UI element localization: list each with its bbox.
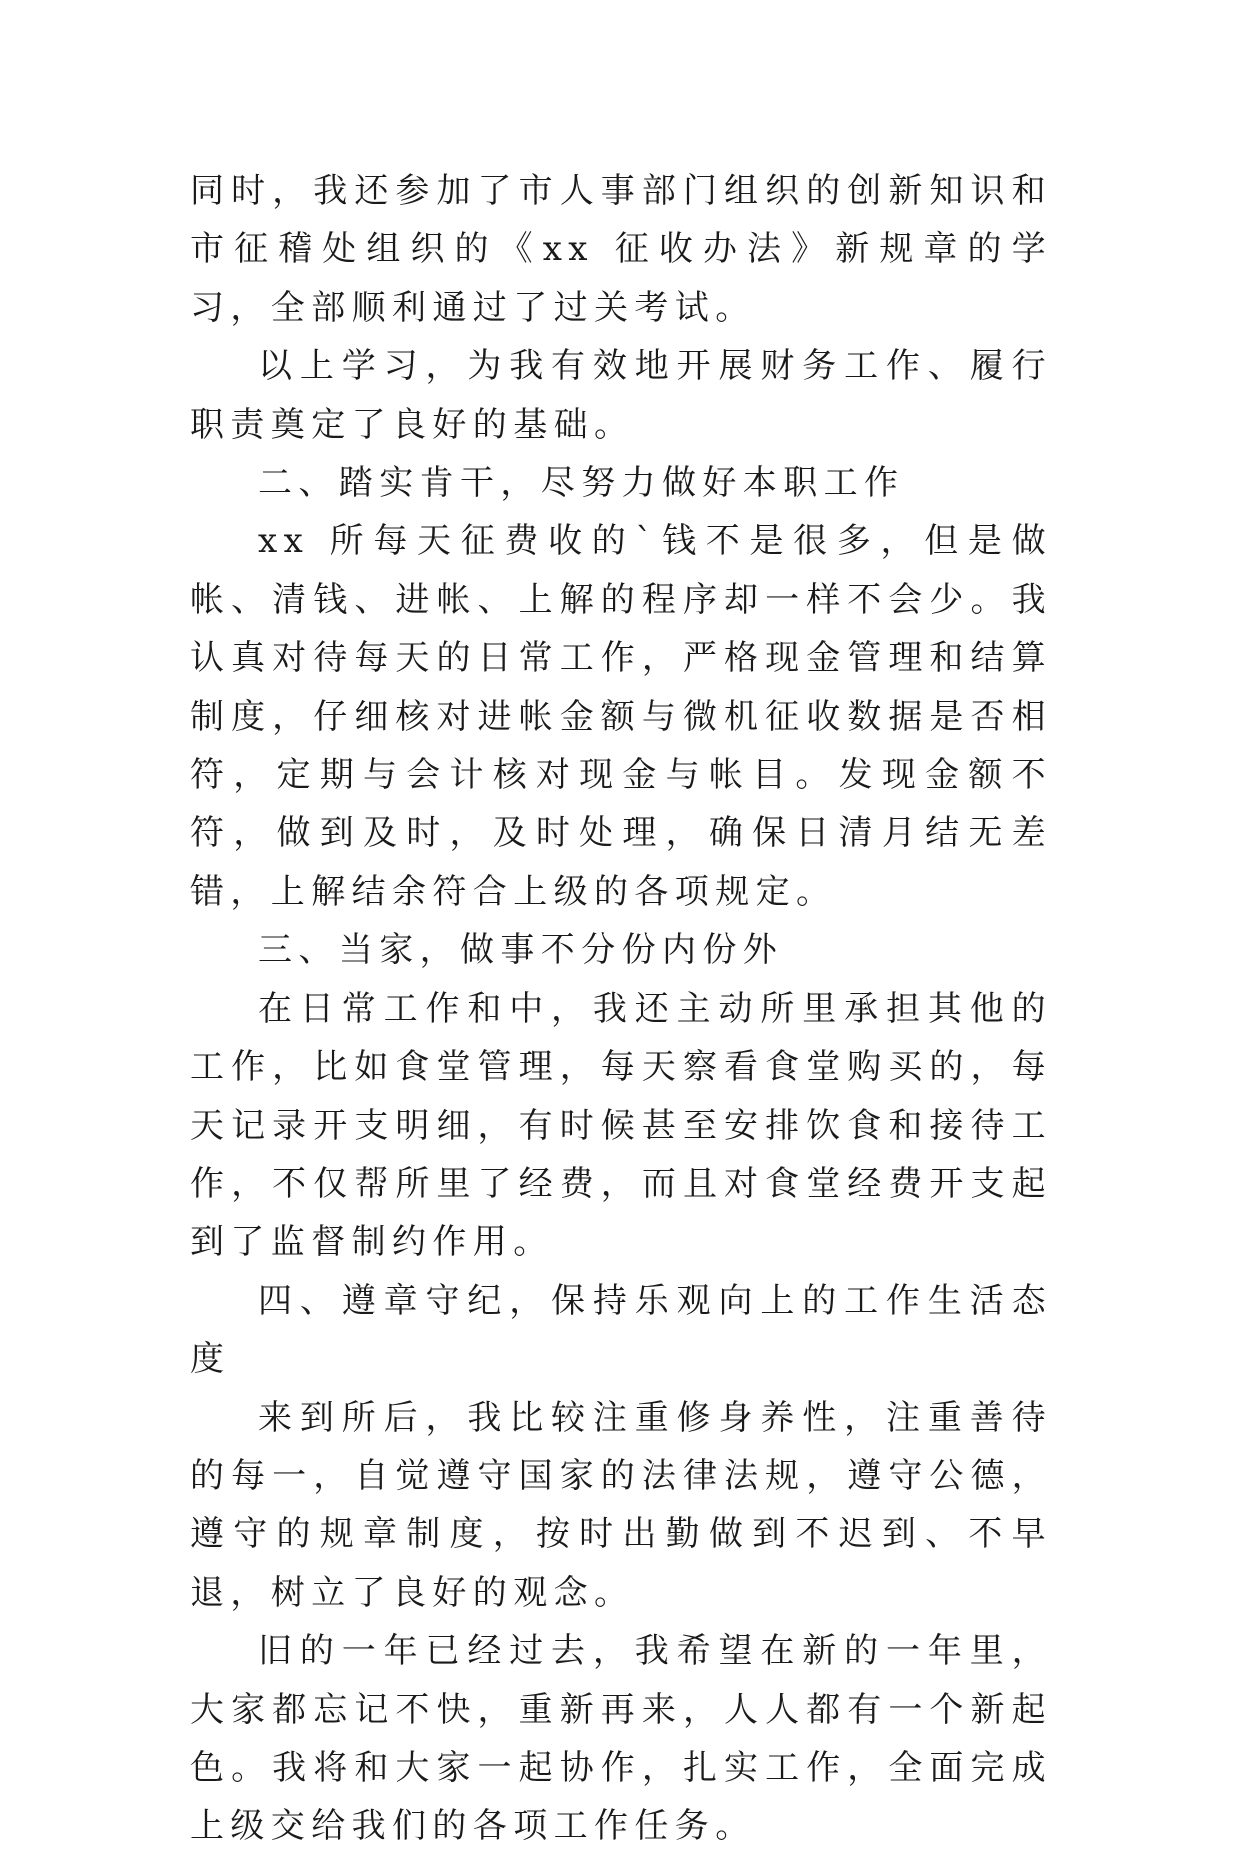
section-heading-2: 二、踏实肯干，尽努力做好本职工作 (258, 463, 905, 504)
paragraph-study-summary: 以上学习，为我有效地开展财务工作、履行职责奠定了良好的基础。 (190, 346, 1052, 445)
paragraph-closing: 旧的一年已经过去，我希望在新的一年里，大家都忘记不快，重新再来，人人都有一个新起色。我将和大家一起协作，扎实工作，全面完成上级交给我们的各项工作任务。 (190, 1631, 1052, 1847)
section-heading-4: 四、遵章守纪，保持乐观向上的工作生活态度 (190, 1280, 1052, 1380)
section-heading-3: 三、当家，做事不分份内份外 (258, 930, 784, 971)
paragraph-discipline: 来到所后，我比较注重修身养性，注重善待的每一，自觉遵守国家的法律法规，遵守公德，遵守的规章制度，按时出勤做到不迟到、不早退，树立了良好的观念。 (190, 1397, 1052, 1613)
paragraph-daily-work: xx 所每天征费收的`钱不是很多，但是做帐、清钱、进帐、上解的程序却一样不会少。我认真对待每天的日常工作，严格现金管理和结算制度，仔细核对进帐金额与微机征收数据是否相符，定期与会计核对现金与帐目。发现金额不符，做到及时，及时处理，确保日清月结无差错，上解结余符合上级的各项规定。 (190, 521, 1052, 912)
paragraph-study-continued: 同时，我还参加了市人事部门组织的创新知识和市征稽处组织的《xx 征收办法》新规章的学习，全部顺利通过了过关考试。 (190, 171, 1052, 328)
paragraph-extra-duties: 在日常工作和中，我还主动所里承担其他的工作，比如食堂管理，每天察看食堂购买的，每天记录开支明细，有时候甚至安排饮食和接待工作，不仅帮所里了经费，而且对食堂经费开支起到了监督制约作用。 (190, 988, 1052, 1263)
document-body (190, 162, 1052, 1856)
